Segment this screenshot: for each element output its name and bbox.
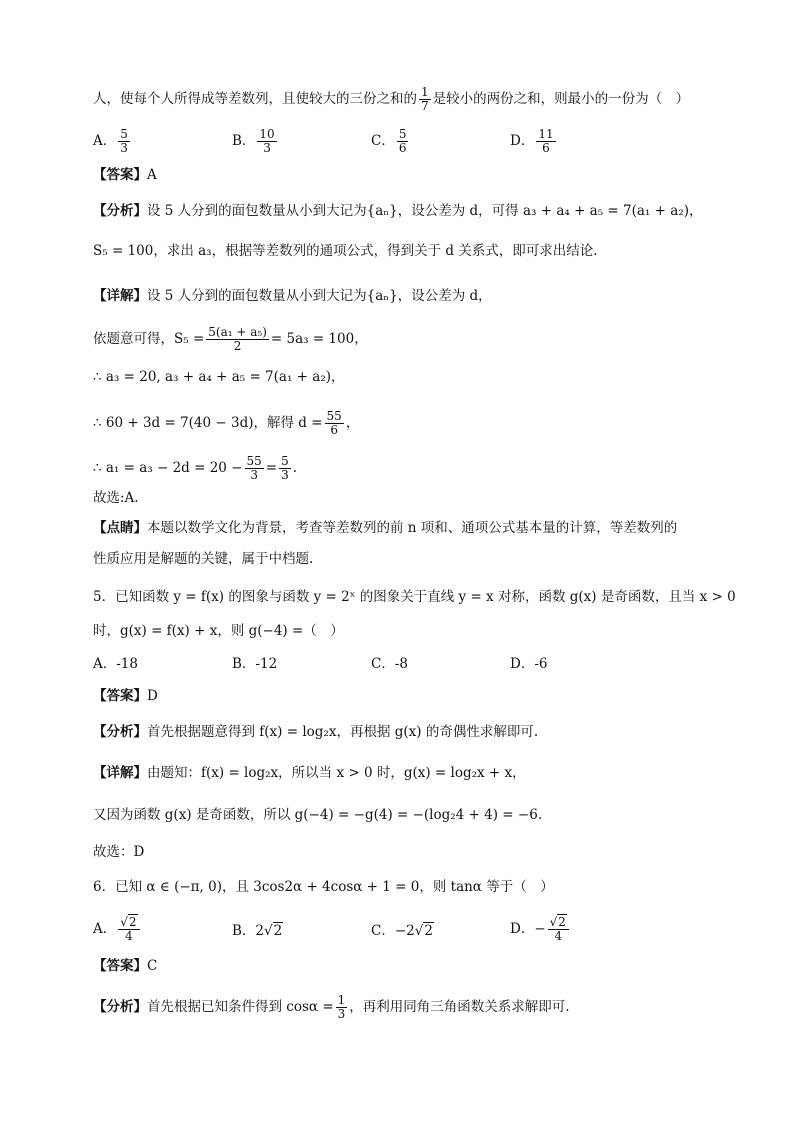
q5-option-a: A．-18 [93,656,138,672]
q4-detail-line-2: 依题意可得，S₅ = $\frac{\text{5(a₁ + a₅)}}{2}$ = 5a₃ = 100， [93,325,368,353]
q4-stem-text-a: 人，使每个人所得成等差数列，且使较大的三份之和的 [93,91,417,107]
q4-answer: 【答案】A [93,167,157,183]
q4-option-b: B． $\frac{10}{3}$ [232,127,275,155]
q5-detail-line-1: 【详解】由题知：f(x) = log₂x，所以当 x > 0 时，g(x) = log₂x + x， [93,765,526,781]
q4-option-c: C． $\frac{5}{6}$ [371,127,407,155]
q6-answer: 【答案】C [93,958,158,974]
q4-detail-line-1: 【详解】设 5 人分到的面包数量从小到大记为{aₙ}，设公差为 d， [93,288,492,304]
q6-analysis: 【分析】首先根据已知条件得到 cosα = $\frac{1}{3}$ ，再利用同角三角函数关系求解即可. [93,993,570,1021]
q4-fraction-1-7: $\frac{1}{7}$ [421,85,429,113]
q4-option-a: A． $\frac{5}{3}$ [93,127,128,155]
q4-analysis-line-1: 【分析】设 5 人分到的面包数量从小到大记为{aₙ}，设公差为 d，可得 a₃ + a₄ + a₅ = 7(a₁ + a₂)， [93,203,703,219]
q5-option-c: C．-8 [371,656,408,672]
q5-detail-line-2: 又因为函数 g(x) 是奇函数，所以 g(−4) = −g(4) = −(log₂4 + 4) = −6. [93,807,543,823]
q6-stem: 6．已知 α ∈ (−π, 0)，且 3cos2α + 4cosα + 1 = 0，则 tanα 等于（ ） [93,879,554,895]
q4-detail-line-3: ∴ a₃ = 20, a₃ + a₄ + a₅ = 7(a₁ + a₂)， [93,369,345,385]
q6-option-a: A． $\frac{√2}{4}$ [93,916,142,943]
q5-stem-line-1: 5．已知函数 y = f(x) 的图象与函数 y = 2ˣ 的图象关于直线 y = x 对称，函数 g(x) 是奇函数，且当 x > 0 [93,589,736,605]
q4-choice: 故选:A. [93,490,139,506]
q5-analysis: 【分析】首先根据题意得到 f(x) = log₂x，再根据 g(x) 的奇偶性求解即可. [93,724,539,740]
q5-stem-line-2: 时，g(x) = f(x) + x，则 g(−4) =（ ） [93,623,344,639]
q5-option-d: D．-6 [510,656,548,672]
q4-stem [93,86,734,113]
q5-answer: 【答案】D [93,688,158,704]
q6-option-b: B．2√2 [232,923,283,939]
q4-option-d: D． $\frac{11}{6}$ [510,127,554,155]
q5-option-b: B．-12 [232,656,278,672]
q6-option-c: C．−2√2 [371,923,433,939]
q4-stem-text-b: 是较小的两份之和，则最小的一份为（ ） [432,91,690,107]
q6-option-d: D．− $\frac{√2}{4}$ [510,916,571,943]
q4-detail-line-5: ∴ a₁ = a₃ − 2d = 20 − $\frac{55}{3}$ = $\frac{5}{3}$ . [93,454,298,482]
q4-comment-line-1: 【点睛】本题以数学文化为背景，考查等差数列的前 n 项和、通项公式基本量的计算，等差数列的 [93,520,678,536]
q5-choice: 故选：D [93,844,145,860]
q4-analysis-line-2: S₅ = 100，求出 a₃，根据等差数列的通项公式，得到关于 d 关系式，即可求出结论. [93,243,598,259]
q4-detail-line-4: ∴ 60 + 3d = 7(40 − 3d)，解得 d = $\frac{55}{6}$ ， [93,409,360,437]
q4-comment-line-2: 性质应用是解题的关键，属于中档题. [93,551,314,567]
